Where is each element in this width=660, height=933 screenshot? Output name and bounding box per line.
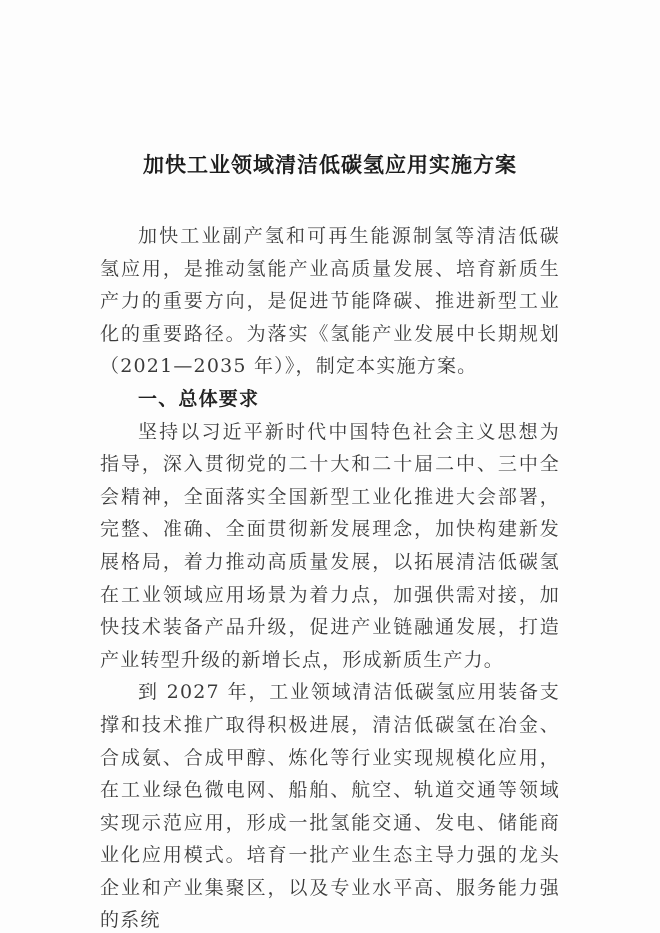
document-body bbox=[100, 220, 560, 933]
section-heading-overall-requirements: 一、总体要求 bbox=[138, 387, 260, 410]
paragraph-2027-goals: 到 2027 年，工业领域清洁低碳氢应用装备支撑和技术推广取得积极进展，清洁低碳氢在冶金、合成氨、合成甲醇、炼化等行业实现规模化应用，在工业绿色微电网、船舶、航空、轨道交通等领域实现示范应用，形成一批氢能交通、发电、储能商业化应用模式。培育一批产业生态主导力强的龙头企业和产业集聚区，以及专业水平高、服务能力强的系统 bbox=[100, 681, 560, 932]
paragraph-guiding-principles: 坚持以习近平新时代中国特色社会主义思想为指导，深入贯彻党的二十大和二十届二中、三中全会精神，全面落实全国新型工业化推进大会部署，完整、准确、全面贯彻新发展理念，加快构建新发展格局，着力推动高质量发展，以拓展清洁低碳氢在工业领域应用场景为着力点，加强供需对接，加快技术装备产品升级，促进产业链融通发展，打造产业转型升级的新增长点，形成新质生产力。 bbox=[100, 420, 560, 671]
paragraph-intro: 加快工业副产氢和可再生能源制氢等清洁低碳氢应用，是推动氢能产业高质量发展、培育新质生产力的重要方向，是促进节能降碳、推进新型工业化的重要路径。为落实《氢能产业发展中长期规划（2021—2035 年）》，制定本实施方案。 bbox=[100, 225, 560, 378]
document-title: 加快工业领域清洁低碳氢应用实施方案 bbox=[143, 153, 517, 177]
